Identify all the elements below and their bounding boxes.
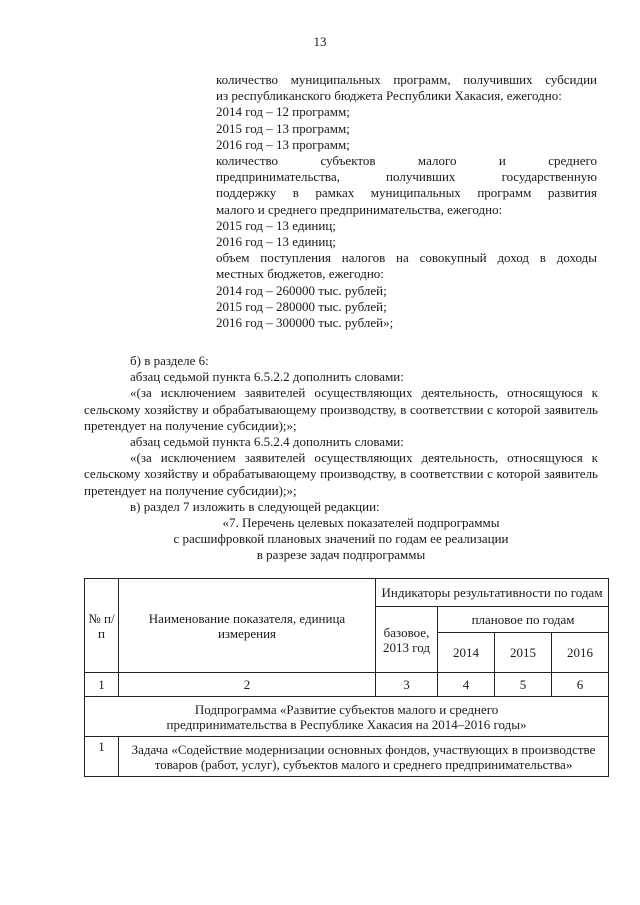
text-line: 2016 год – 13 программ; bbox=[216, 136, 350, 152]
targets-list bbox=[216, 72, 597, 331]
header-2015: 2015 bbox=[495, 633, 552, 673]
section-title: с расшифровкой плановых значений по годам ее реализации bbox=[173, 531, 509, 547]
text-line: местных бюджетов, ежегодно: bbox=[216, 266, 384, 282]
task-num: 1 bbox=[85, 737, 119, 777]
section-title: «7. Перечень целевых показателей подпрограммы bbox=[222, 515, 500, 531]
text-line: 2014 год – 260000 тыс. рублей; bbox=[216, 282, 387, 298]
paragraph: «(за исключением заявителей осуществляющих деятельность, относящуюся к сельскому хозяйству и обрабатывающему производству, в соответствии с которой заявитель претендует на получение субсидии);»; bbox=[84, 450, 598, 498]
column-number: 4 bbox=[438, 673, 495, 697]
text-line: предпринимательства, получивших государственную bbox=[216, 169, 597, 185]
paragraph: абзац седьмой пункта 6.5.2.4 дополнить словами: bbox=[130, 434, 404, 450]
paragraph: абзац седьмой пункта 6.5.2.2 дополнить словами: bbox=[130, 369, 404, 385]
paragraph: «(за исключением заявителей осуществляющих деятельность, относящуюся к сельскому хозяйству и обрабатывающему производству, в соответствии с которой заявитель претендует на получение субсидии);»; bbox=[84, 385, 598, 433]
subprogram-row: Подпрограмма «Развитие субъектов малого и среднего предпринимательства в Республике Хакасия на 2014–2016 годы» bbox=[85, 697, 609, 737]
section-title: в разрезе задач подпрограммы bbox=[256, 547, 426, 563]
text-line: малого и среднего предпринимательства, ежегодно: bbox=[216, 201, 503, 217]
header-planned: плановое по годам bbox=[438, 607, 609, 633]
column-number: 3 bbox=[376, 673, 438, 697]
text-line: количество субъектов малого и среднего bbox=[216, 153, 597, 169]
text-line: количество муниципальных программ, получивших субсидии bbox=[216, 72, 597, 87]
column-number: 2 bbox=[119, 673, 376, 697]
header-indicators: Индикаторы результативности по годам bbox=[376, 579, 609, 607]
indicators-table bbox=[84, 578, 609, 777]
column-number: 6 bbox=[552, 673, 609, 697]
page-number: 13 bbox=[313, 34, 327, 49]
header-2014: 2014 bbox=[438, 633, 495, 673]
text-line: 2016 год – 13 единиц; bbox=[216, 234, 336, 250]
header-num: № п/п bbox=[85, 579, 119, 673]
column-number: 5 bbox=[495, 673, 552, 697]
text-line: 2016 год – 300000 тыс. рублей»; bbox=[216, 315, 394, 331]
text-line: 2014 год – 12 программ; bbox=[216, 104, 350, 120]
header-2016: 2016 bbox=[552, 633, 609, 673]
header-name: Наименование показателя, единица измерения bbox=[119, 579, 376, 673]
text-line: 2015 год – 280000 тыс. рублей; bbox=[216, 298, 387, 314]
text-line: поддержку в рамках муниципальных программ развития bbox=[216, 185, 597, 201]
text-line: объем поступления налогов на совокупный доход в доходы bbox=[216, 250, 597, 266]
column-number: 1 bbox=[85, 673, 119, 697]
paragraph: б) в разделе 6: bbox=[130, 353, 209, 368]
text-line: из республиканского бюджета Республики Хакасия, ежегодно: bbox=[216, 88, 562, 104]
amendments bbox=[84, 353, 598, 564]
text-line: 2015 год – 13 программ; bbox=[216, 120, 350, 136]
header-base: базовое, 2013 год bbox=[376, 607, 438, 673]
paragraph: в) раздел 7 изложить в следующей редакции: bbox=[130, 498, 380, 514]
text-line: 2015 год – 13 единиц; bbox=[216, 217, 336, 233]
task-text: Задача «Содействие модернизации основных фондов, участвующих в производстве товаров (работ, услуг), субъектов малого и среднего предпринимательства» bbox=[119, 737, 609, 777]
